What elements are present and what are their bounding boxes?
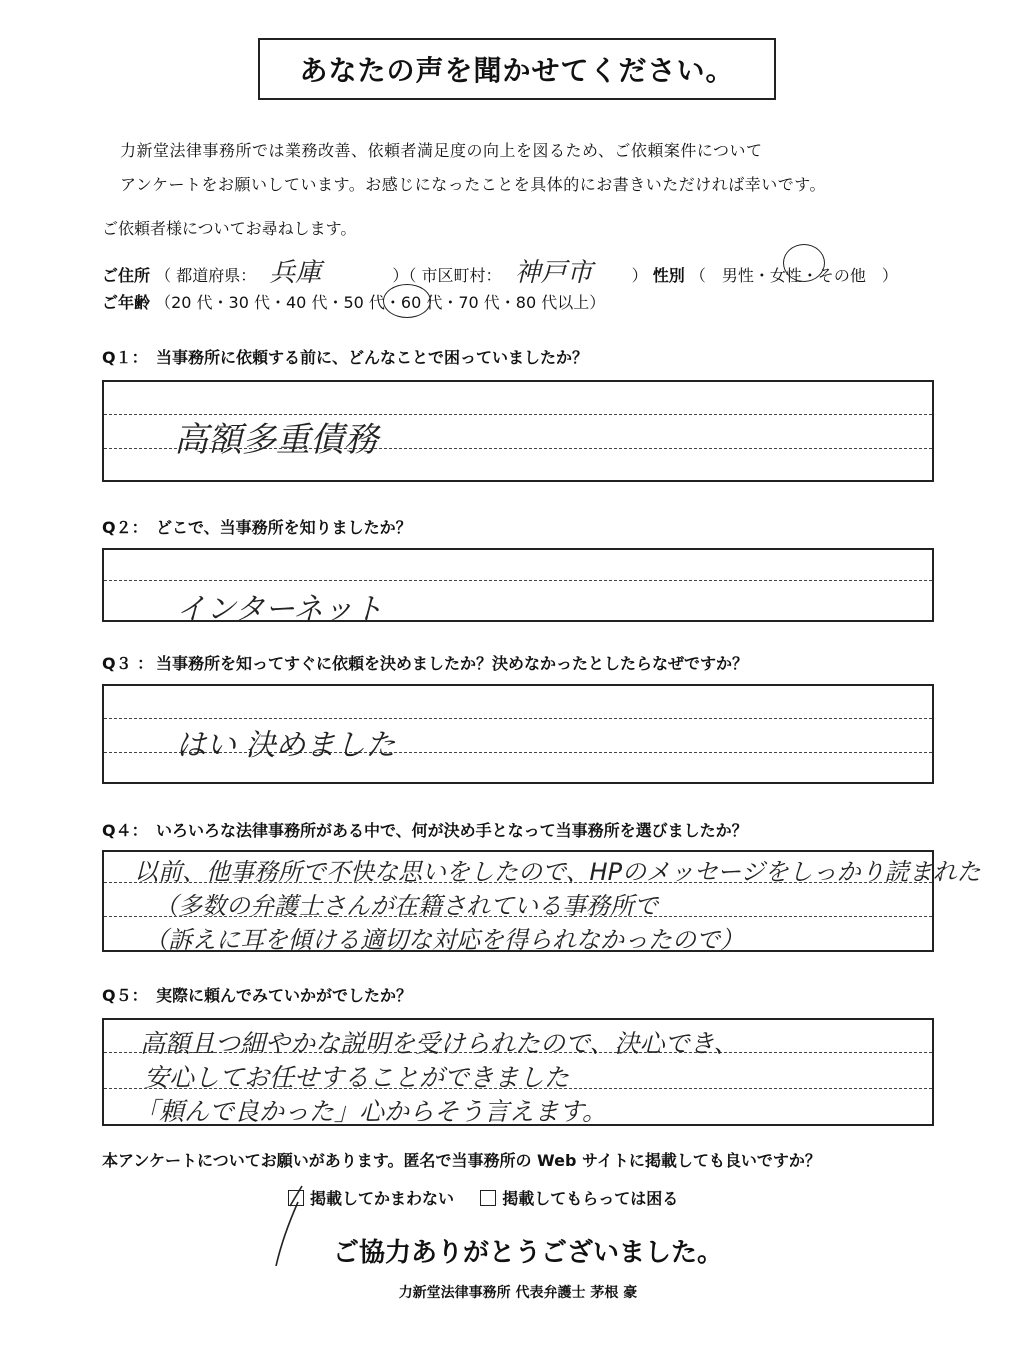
q5-answer-line-3: 「頼んで良かった」心からそう言えます。	[134, 1097, 608, 1126]
gender-label: 性別	[652, 266, 685, 285]
city-label: ）（ 市区町村：	[392, 266, 502, 285]
q4-label: Q４： いろいろな法律事務所がある中で、何が決め手となって当事務所を選びましたか？	[102, 821, 748, 840]
q5-answer-line-2: 安心してお任せすることができました	[144, 1063, 570, 1092]
prefecture-value[interactable]: 兵庫	[269, 258, 322, 288]
q4-answer-line-3: （訴えに耳を傾ける適切な対応を得られなかったので）	[144, 926, 744, 954]
gender-options[interactable]: （ 男性・女性・その他 ）	[689, 266, 898, 285]
q3-answer-box[interactable]	[102, 684, 934, 784]
q1-answer-box[interactable]	[102, 380, 934, 482]
address-label: ご住所	[102, 266, 151, 285]
age-label: ご年齢	[102, 293, 151, 312]
prefecture-label: （ 都道府県：	[155, 266, 257, 285]
q3-label: Q３ ： 当事務所を知ってすぐに依頼を決めましたか？決めなかったとしたらなぜですか？	[102, 654, 749, 673]
permission-options	[288, 1186, 678, 1209]
q5-label: Q５： 実際に頼んでみていかがでしたか？	[102, 986, 413, 1005]
q5-answer-line-1: 高額且つ細やかな説明を受けられたので、決心でき、	[140, 1029, 739, 1058]
permission-option-2[interactable]: 掲載してもらっては困る	[480, 1189, 678, 1208]
q5-answer-box[interactable]	[102, 1018, 934, 1126]
q2-answer-line: インターネット	[176, 592, 384, 627]
q1-label: Q１： 当事務所に依頼する前に、どんなことで困っていましたか？	[102, 348, 589, 367]
gender-selection-circle	[783, 244, 825, 282]
age-row	[102, 290, 605, 313]
age-options[interactable]: （20 代・30 代・40 代・50 代・60 代・70 代・80 代以上）	[155, 293, 606, 312]
q2-label: Q２： どこで、当事務所を知りましたか？	[102, 518, 412, 537]
age-selection-circle	[383, 284, 431, 318]
q2-answer-box[interactable]	[102, 548, 934, 627]
q1-answer-line: 高額多重債務	[174, 420, 378, 460]
page-title: あなたの声を聞かせてください。	[258, 38, 776, 100]
address-row	[102, 252, 898, 289]
client-heading: ご依頼者様についてお尋ねします。	[102, 219, 357, 238]
q4-answer-line-2: （多数の弁護士さんが在籍されている事務所で	[154, 892, 658, 920]
footer-signature: 力新堂法律事務所 代表弁護士 茅根 豪	[398, 1285, 638, 1301]
intro-line-2: アンケートをお願いしています。お感じになったことを具体的にお書きいただければ幸いです。	[120, 175, 826, 194]
permission-question: 本アンケートについてお願いがあります。匿名で当事務所の Web サイトに掲載しても良いですか？	[102, 1151, 821, 1170]
thanks-message: ご協力ありがとうございました。	[332, 1238, 723, 1268]
q4-answer-line-1: 以前、他事務所で不快な思いをしたので、HPのメッセージをしっかり読まれた	[134, 858, 981, 886]
permission-option-1[interactable]: 掲載してかまわない	[288, 1189, 459, 1208]
checkbox-empty-icon[interactable]	[480, 1190, 496, 1206]
city-close: ）	[631, 266, 648, 285]
city-value[interactable]: 神戸市	[514, 258, 593, 288]
q4-answer-box[interactable]	[102, 850, 981, 954]
q3-answer-line: はい 決めました	[176, 728, 396, 763]
intro-line-1: 力新堂法律事務所では業務改善、依頼者満足度の向上を図るため、ご依頼案件について	[120, 141, 763, 160]
